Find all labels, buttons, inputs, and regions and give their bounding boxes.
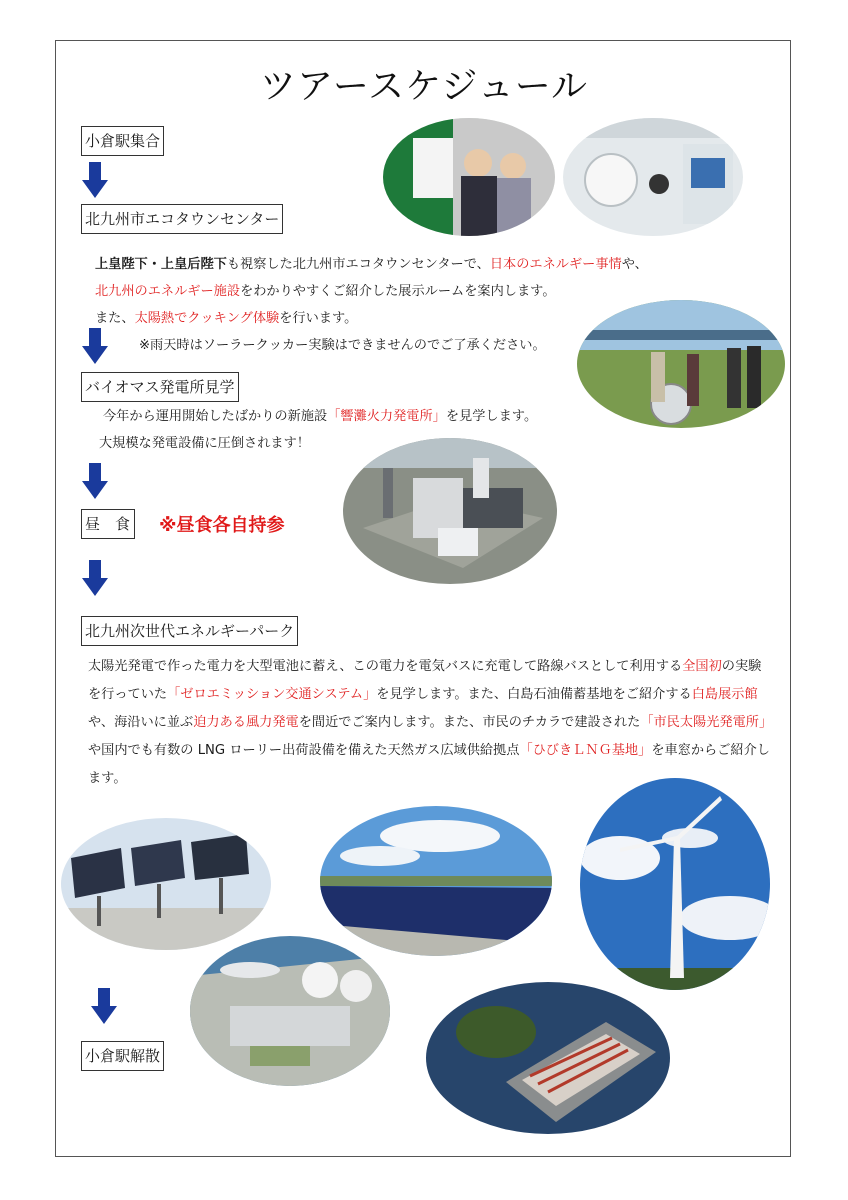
text-span: の実験を行っていた [88, 659, 762, 702]
photo-wind-turbine [580, 778, 770, 990]
highlight-solar-cooking: 太陽熱でクッキング体験 [134, 311, 280, 326]
photo-lng-terminal [190, 936, 390, 1086]
photo-oil-storage [426, 982, 670, 1134]
ecotown-text-line3 [95, 305, 357, 332]
down-arrow-icon [91, 988, 117, 1024]
lunch-note: ※昼食各自持参 [159, 515, 285, 536]
ecotown-text-line1 [95, 251, 648, 278]
highlight-nationwide-first: 全国初 [682, 659, 722, 674]
highlight-zero-emission: 「ゼロエミッション交通システム」 [167, 687, 377, 702]
text-span: をわかりやすくご紹介した展示ルームを案内します。 [240, 284, 556, 299]
photo-biomass-plant [343, 438, 557, 584]
down-arrow-icon [82, 162, 108, 198]
text-span: を間近でご案内します。また、市民のチカラで建設された [298, 715, 641, 730]
biomass-text-line1 [103, 403, 537, 430]
highlight-wind-power: 迫力ある風力発電 [193, 715, 299, 730]
rain-note: ※雨天時はソーラークッカー実験はできませんのでご了承ください。 [139, 338, 546, 353]
step-ecotown: 北九州市エコタウンセンター [81, 204, 283, 234]
text-span: また、 [95, 311, 135, 326]
highlight-shirashima-hall: 白島展示館 [691, 687, 758, 702]
highlight-energy-facilities: 北九州のエネルギー施設 [95, 284, 241, 299]
step-park: 北九州次世代エネルギーパーク [81, 616, 298, 646]
down-arrow-icon [82, 328, 108, 364]
photo-solar-cooker [577, 300, 785, 428]
highlight-hibiki-lng: 「ひびきＬＮＧ基地」 [519, 743, 652, 758]
ecotown-text-line2 [95, 278, 556, 305]
text-span: や、海沿いに並ぶ [88, 715, 194, 730]
down-arrow-icon [82, 560, 108, 596]
photo-solar-farm [320, 806, 552, 956]
photo-emperor-visit [383, 118, 555, 236]
highlight-citizen-solar: 「市民太陽光発電所」 [640, 715, 773, 730]
highlight-emperor: 上皇陛下・上皇后陛下 [95, 257, 227, 272]
photo-solar-trackers [61, 818, 271, 950]
page-title: ツアースケジュール [260, 66, 588, 107]
text-span: を見学します。 [445, 409, 538, 424]
text-span: 今年から運用開始したばかりの新施設 [103, 409, 328, 424]
photo-exhibition-room [563, 118, 743, 236]
text-span: や、 [621, 257, 648, 272]
step-meet: 小倉駅集合 [81, 126, 164, 156]
highlight-hibikinada-plant: 「響灘火力発電所」 [327, 409, 446, 424]
step-biomass: バイオマス発電所見学 [81, 372, 239, 402]
biomass-text-line2: 大規模な発電設備に圧倒されます！ [99, 436, 310, 451]
park-text [88, 653, 774, 793]
text-span: や国内でも有数の LNG ローリー出荷設備を備えた天然ガス広域供給拠点 [88, 743, 520, 758]
highlight-energy-situation: 日本のエネルギー事情 [489, 257, 622, 272]
text-span: を車窓からご紹介します。 [88, 743, 770, 786]
step-dismiss: 小倉駅解散 [81, 1041, 164, 1071]
text-span: 太陽光発電で作った電力を大型電池に蓄え、この電力を電気バスに充電して路線バスとして利用する [88, 659, 683, 674]
step-lunch: 昼 食 [81, 509, 135, 539]
text-span: を見学します。また、白島石油備蓄基地をご紹介する [376, 687, 692, 702]
text-span: を行います。 [279, 311, 358, 326]
down-arrow-icon [82, 463, 108, 499]
text-span: も視察した北九州市エコタウンセンターで、 [226, 257, 490, 272]
